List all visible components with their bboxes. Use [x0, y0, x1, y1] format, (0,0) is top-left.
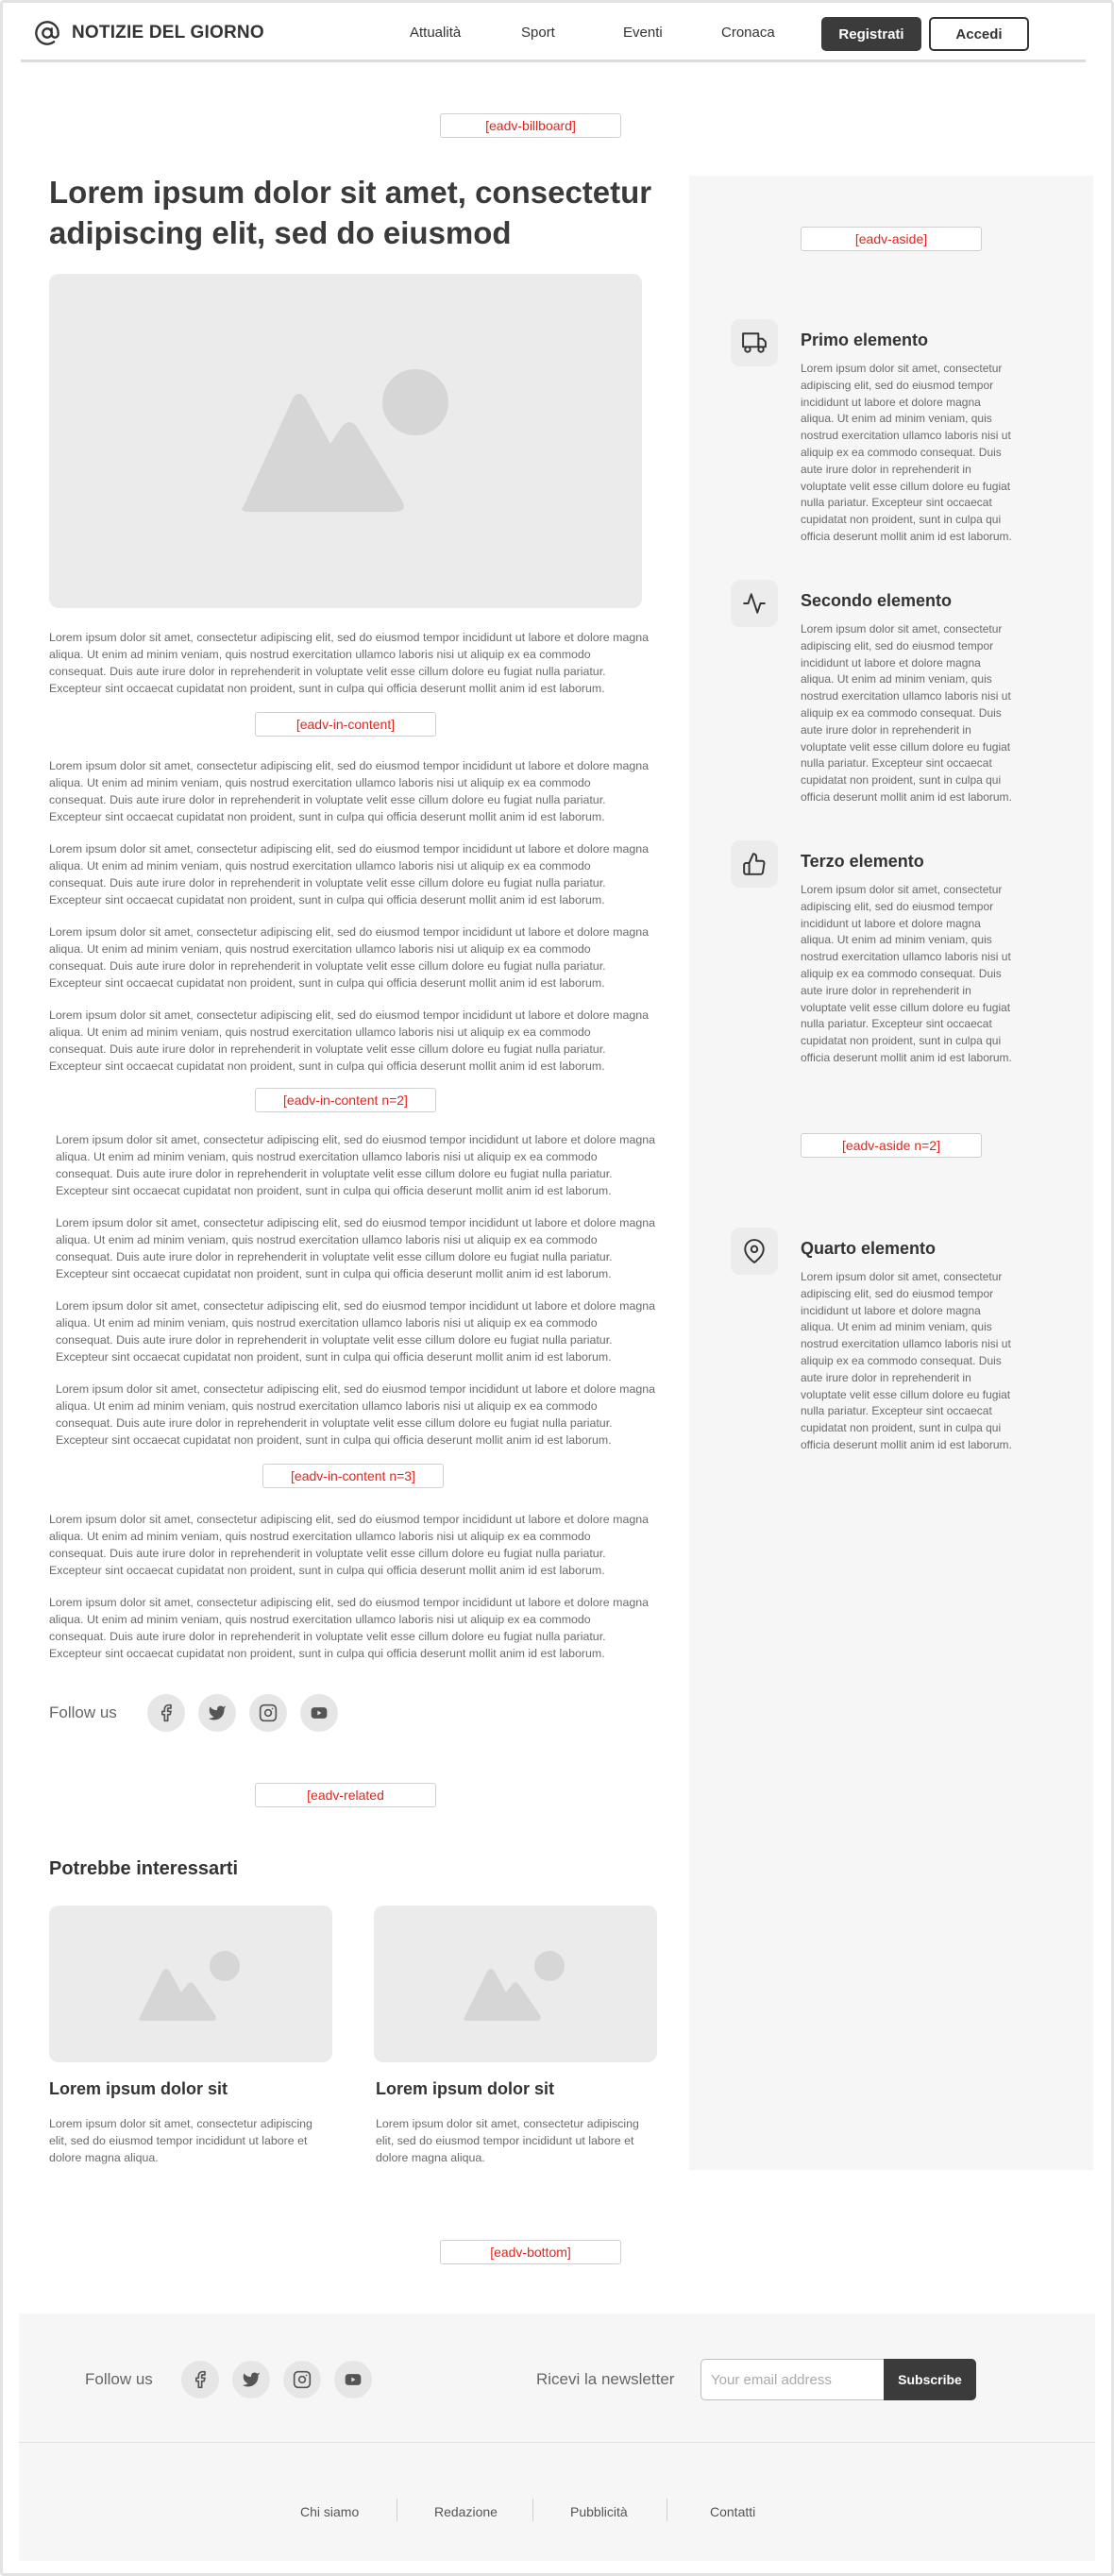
thumbs-up-icon [731, 840, 778, 888]
article-paragraph: Lorem ipsum dolor sit amet, consectetur adipiscing elit, sed do eiusmod tempor incididunt ut labore et dolore magna aliqua. Ut enim ad minim veniam, quis nostrud exercitation ullamco laboris nisi ut aliquip ex ea commodo consequat. Duis aute irure dolor in reprehenderit in voluptate velit esse cillum dolore eu fugiat nulla pariatur. Excepteur sint occaecat cupidatat non proident, sunt in culpa qui officia deserunt mollit anim id est laborum. [49, 759, 650, 823]
article-paragraph: Lorem ipsum dolor sit amet, consectetur adipiscing elit, sed do eiusmod tempor incididunt ut labore et dolore magna aliqua. Ut enim ad minim veniam, quis nostrud exercitation ullamco laboris nisi ut aliquip ex ea commodo consequat. Duis aute irure dolor in reprehenderit in voluptate velit esse cillum dolore eu fugiat nulla pariatur. Excepteur sint occaecat cupidatat non proident, sunt in culpa qui officia deserunt mollit anim id est laborum. [49, 631, 650, 695]
article-title: Lorem ipsum dolor sit amet, consectetur adipiscing elit, sed do eiusmod [49, 175, 652, 250]
related-card-image[interactable] [49, 1906, 332, 2062]
hero-image [49, 274, 642, 608]
related-heading: Potrebbe interessarti [49, 1858, 239, 1879]
instagram-icon[interactable] [249, 1694, 287, 1732]
sidebar-item-text: Lorem ipsum dolor sit amet, consectetur adipiscing elit, sed do eiusmod tempor incididunt ut labore et dolore magna aliqua. Ut enim ad minim veniam, quis nostrud exercitation ullamco laboris nisi ut aliquip ex ea commodo consequat. Duis aute irure dolor in reprehenderit in voluptate velit esse cillum dolore eu fugiat nulla pariatur. Excepteur sint occaecat cupidatat non proident, sunt in culpa qui officia deserunt mollit anim id est laborum. [801, 622, 1012, 804]
image-placeholder-icon [49, 274, 642, 608]
at-sign-icon [34, 20, 60, 46]
newsletter-email-input[interactable] [700, 2359, 886, 2400]
nav-item-attualita[interactable]: Attualità [410, 25, 462, 41]
ad-in-content: [eadv-in-content] [255, 712, 436, 737]
ad-aside: [eadv-aside] [801, 227, 982, 251]
sidebar-item-text: Lorem ipsum dolor sit amet, consectetur adipiscing elit, sed do eiusmod tempor incididunt ut labore et dolore magna aliqua. Ut enim ad minim veniam, quis nostrud exercitation ullamco laboris nisi ut aliquip ex ea commodo consequat. Duis aute irure dolor in reprehenderit in voluptate velit esse cillum dolore eu fugiat nulla pariatur. Excepteur sint occaecat cupidatat non proident, sunt in culpa qui officia deserunt mollit anim id est laborum. [801, 362, 1012, 543]
related-card-text: Lorem ipsum dolor sit amet, consectetur adipiscing elit, sed do eiusmod tempor incididunt ut labore et dolore magna aliqua. [49, 2117, 312, 2164]
ad-aside-2: [eadv-aside n=2] [801, 1133, 982, 1158]
article-paragraph: Lorem ipsum dolor sit amet, consectetur adipiscing elit, sed do eiusmod tempor incididunt ut labore et dolore magna aliqua. Ut enim ad minim veniam, quis nostrud exercitation ullamco laboris nisi ut aliquip ex ea commodo consequat. Duis aute irure dolor in reprehenderit in voluptate velit esse cillum dolore eu fugiat nulla pariatur. Excepteur sint occaecat cupidatat non proident, sunt in culpa qui officia deserunt mollit anim id est laborum. [49, 1596, 650, 1660]
sidebar-item-title: Primo elemento [801, 330, 929, 349]
youtube-icon[interactable] [334, 2361, 372, 2398]
related-card-title[interactable]: Lorem ipsum dolor sit [376, 2079, 555, 2098]
footer-follow-us-label: Follow us [85, 2370, 153, 2388]
article-paragraph: Lorem ipsum dolor sit amet, consectetur adipiscing elit, sed do eiusmod tempor incididunt ut labore et dolore magna aliqua. Ut enim ad minim veniam, quis nostrud exercitation ullamco laboris nisi ut aliquip ex ea commodo consequat. Duis aute irure dolor in reprehenderit in voluptate velit esse cillum dolore eu fugiat nulla pariatur. Excepteur sint occaecat cupidatat non proident, sunt in culpa qui officia deserunt mollit anim id est laborum. [56, 1382, 656, 1447]
article-paragraph: Lorem ipsum dolor sit amet, consectetur adipiscing elit, sed do eiusmod tempor incididunt ut labore et dolore magna aliqua. Ut enim ad minim veniam, quis nostrud exercitation ullamco laboris nisi ut aliquip ex ea commodo consequat. Duis aute irure dolor in reprehenderit in voluptate velit esse cillum dolore eu fugiat nulla pariatur. Excepteur sint occaecat cupidatat non proident, sunt in culpa qui officia deserunt mollit anim id est laborum. [49, 1008, 650, 1073]
logo-text: NOTIZIE DEL GIORNO [72, 23, 264, 42]
truck-icon [731, 319, 778, 366]
register-button[interactable]: Registrati [821, 17, 921, 51]
article-paragraph: Lorem ipsum dolor sit amet, consectetur adipiscing elit, sed do eiusmod tempor incididunt ut labore et dolore magna aliqua. Ut enim ad minim veniam, quis nostrud exercitation ullamco laboris nisi ut aliquip ex ea commodo consequat. Duis aute irure dolor in reprehenderit in voluptate velit esse cillum dolore eu fugiat nulla pariatur. Excepteur sint occaecat cupidatat non proident, sunt in culpa qui officia deserunt mollit anim id est laborum. [56, 1133, 656, 1197]
subscribe-button[interactable]: Subscribe [884, 2359, 976, 2400]
footer-link-contatti[interactable]: Contatti [710, 2504, 756, 2519]
footer-separator [532, 2499, 533, 2521]
sidebar-item-text: Lorem ipsum dolor sit amet, consectetur adipiscing elit, sed do eiusmod tempor incididunt ut labore et dolore magna aliqua. Ut enim ad minim veniam, quis nostrud exercitation ullamco laboris nisi ut aliquip ex ea commodo consequat. Duis aute irure dolor in reprehenderit in voluptate velit esse cillum dolore eu fugiat nulla pariatur. Excepteur sint occaecat cupidatat non proident, sunt in culpa qui officia deserunt mollit anim id est laborum. [801, 883, 1012, 1064]
footer-link-redazione[interactable]: Redazione [434, 2504, 498, 2519]
instagram-icon[interactable] [283, 2361, 321, 2398]
image-placeholder-icon [374, 1906, 657, 2062]
site-footer [19, 2313, 1095, 2561]
sidebar-item-title: Quarto elemento [801, 1239, 937, 1258]
article-paragraph: Lorem ipsum dolor sit amet, consectetur adipiscing elit, sed do eiusmod tempor incididunt ut labore et dolore magna aliqua. Ut enim ad minim veniam, quis nostrud exercitation ullamco laboris nisi ut aliquip ex ea commodo consequat. Duis aute irure dolor in reprehenderit in voluptate velit esse cillum dolore eu fugiat nulla pariatur. Excepteur sint occaecat cupidatat non proident, sunt in culpa qui officia deserunt mollit anim id est laborum. [49, 1513, 650, 1577]
youtube-icon[interactable] [300, 1694, 338, 1732]
activity-icon [731, 580, 778, 627]
facebook-icon[interactable] [181, 2361, 219, 2398]
footer-divider [19, 2442, 1095, 2443]
sidebar [689, 176, 1093, 2170]
related-card-title[interactable]: Lorem ipsum dolor sit [49, 2079, 228, 2098]
sidebar-item-title: Secondo elemento [801, 591, 953, 610]
nav-item-eventi[interactable]: Eventi [623, 25, 663, 41]
article-paragraph: Lorem ipsum dolor sit amet, consectetur adipiscing elit, sed do eiusmod tempor incididunt ut labore et dolore magna aliqua. Ut enim ad minim veniam, quis nostrud exercitation ullamco laboris nisi ut aliquip ex ea commodo consequat. Duis aute irure dolor in reprehenderit in voluptate velit esse cillum dolore eu fugiat nulla pariatur. Excepteur sint occaecat cupidatat non proident, sunt in culpa qui officia deserunt mollit anim id est laborum. [49, 842, 650, 907]
article-paragraph: Lorem ipsum dolor sit amet, consectetur adipiscing elit, sed do eiusmod tempor incididunt ut labore et dolore magna aliqua. Ut enim ad minim veniam, quis nostrud exercitation ullamco laboris nisi ut aliquip ex ea commodo consequat. Duis aute irure dolor in reprehenderit in voluptate velit esse cillum dolore eu fugiat nulla pariatur. Excepteur sint occaecat cupidatat non proident, sunt in culpa qui officia deserunt mollit anim id est laborum. [49, 925, 650, 990]
twitter-icon[interactable] [232, 2361, 270, 2398]
article-paragraph: Lorem ipsum dolor sit amet, consectetur adipiscing elit, sed do eiusmod tempor incididunt ut labore et dolore magna aliqua. Ut enim ad minim veniam, quis nostrud exercitation ullamco laboris nisi ut aliquip ex ea commodo consequat. Duis aute irure dolor in reprehenderit in voluptate velit esse cillum dolore eu fugiat nulla pariatur. Excepteur sint occaecat cupidatat non proident, sunt in culpa qui officia deserunt mollit anim id est laborum. [56, 1216, 656, 1280]
ad-related: [eadv-related [255, 1783, 436, 1807]
map-pin-icon [731, 1228, 778, 1275]
ad-bottom: [eadv-bottom] [440, 2240, 621, 2264]
nav-item-sport[interactable]: Sport [521, 25, 555, 41]
sidebar-item-text: Lorem ipsum dolor sit amet, consectetur adipiscing elit, sed do eiusmod tempor incididunt ut labore et dolore magna aliqua. Ut enim ad minim veniam, quis nostrud exercitation ullamco laboris nisi ut aliquip ex ea commodo consequat. Duis aute irure dolor in reprehenderit in voluptate velit esse cillum dolore eu fugiat nulla pariatur. Excepteur sint occaecat cupidatat non proident, sunt in culpa qui officia deserunt mollit anim id est laborum. [801, 1270, 1012, 1451]
ad-in-content-2: [eadv-in-content n=2] [255, 1088, 436, 1112]
ad-in-content-3: [eadv-in-content n=3] [262, 1464, 444, 1488]
article-paragraph: Lorem ipsum dolor sit amet, consectetur adipiscing elit, sed do eiusmod tempor incididunt ut labore et dolore magna aliqua. Ut enim ad minim veniam, quis nostrud exercitation ullamco laboris nisi ut aliquip ex ea commodo consequat. Duis aute irure dolor in reprehenderit in voluptate velit esse cillum dolore eu fugiat nulla pariatur. Excepteur sint occaecat cupidatat non proident, sunt in culpa qui officia deserunt mollit anim id est laborum. [56, 1299, 656, 1364]
twitter-icon[interactable] [198, 1694, 236, 1732]
nav-item-cronaca[interactable]: Cronaca [721, 25, 775, 41]
facebook-icon[interactable] [147, 1694, 185, 1732]
footer-link-pubblicita[interactable]: Pubblicità [570, 2504, 628, 2519]
login-button[interactable]: Accedi [929, 17, 1029, 51]
site-logo[interactable] [34, 19, 264, 47]
follow-us-label: Follow us [49, 1703, 117, 1721]
footer-link-chi-siamo[interactable]: Chi siamo [300, 2504, 360, 2519]
related-card-text: Lorem ipsum dolor sit amet, consectetur adipiscing elit, sed do eiusmod tempor incididunt ut labore et dolore magna aliqua. [376, 2117, 639, 2164]
site-header [21, 0, 1086, 62]
ad-billboard: [eadv-billboard] [440, 113, 621, 138]
newsletter-label: Ricevi la newsletter [536, 2370, 675, 2388]
image-placeholder-icon [49, 1906, 332, 2062]
related-card-image[interactable] [374, 1906, 657, 2062]
sidebar-item-title: Terzo elemento [801, 852, 924, 871]
